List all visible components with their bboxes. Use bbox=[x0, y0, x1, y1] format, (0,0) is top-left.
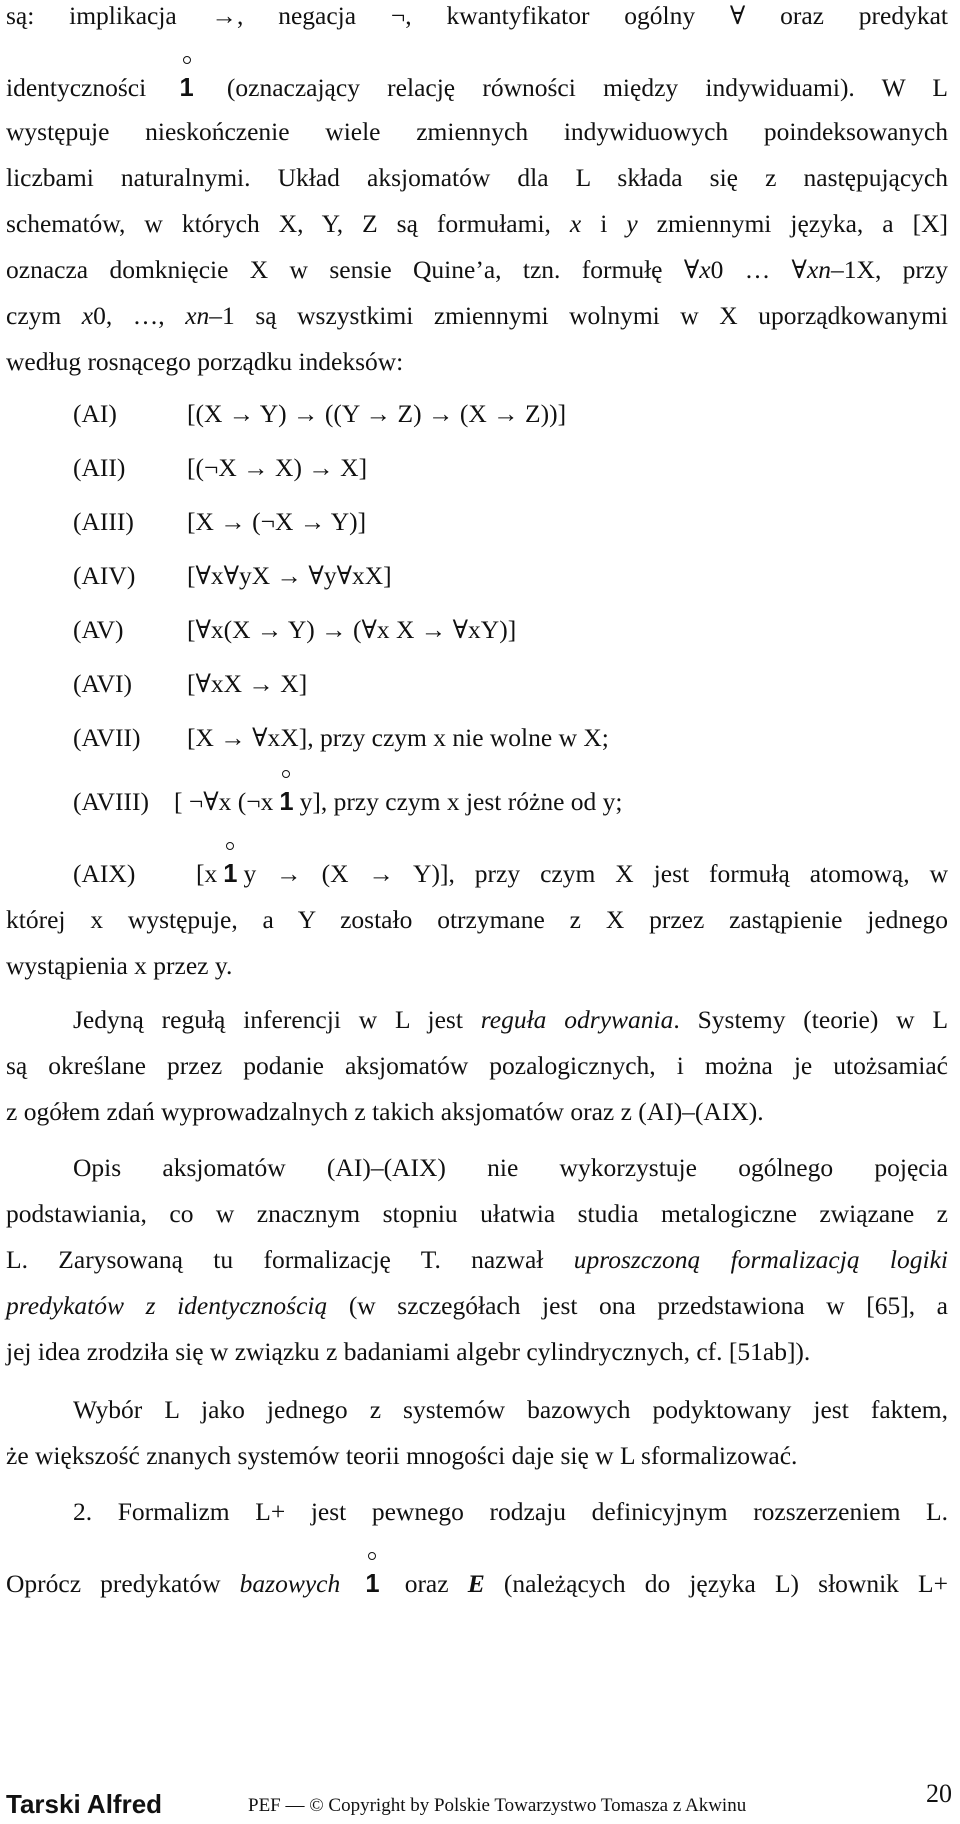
text-span: 0, …, bbox=[93, 301, 165, 330]
text-line bbox=[6, 346, 403, 378]
emphasis: bazowych bbox=[239, 1569, 341, 1598]
identity-symbol: 1 bbox=[279, 788, 294, 816]
text-line: są określane przez podanie aksjomatów pozalogicznych, i można je utożsamiać bbox=[6, 1051, 948, 1080]
footer-copyright: PEF — © Copyright by Polskie Towarzystwo Tomasza z Akwinu bbox=[248, 1795, 747, 1816]
emphasis: reguła odrywania bbox=[480, 1005, 674, 1034]
identity-symbol: 1 bbox=[179, 74, 194, 102]
text-line: 2. Formalizm L+ jest pewnego rodzaju definicyjnym rozszerzeniem L. bbox=[73, 1497, 948, 1526]
text-line bbox=[6, 208, 948, 240]
page-number: 20 bbox=[926, 1779, 952, 1808]
axiom-label: (AV) bbox=[73, 615, 124, 644]
text-line bbox=[6, 116, 948, 148]
text-line: jej idea zrodziła się w związku z badaniami algebr cylindrycznych, cf. [51ab]). bbox=[6, 1337, 811, 1366]
emphasis: uproszczoną formalizacją logiki bbox=[573, 1245, 948, 1274]
text-line: wystąpienia x przez y. bbox=[6, 951, 233, 980]
formula-part: [ ¬∀x (¬x bbox=[174, 787, 274, 816]
text-line bbox=[6, 1568, 948, 1600]
text-line bbox=[6, 254, 948, 286]
axiom-formula: [X → ∀xX], przy czym x nie wolne w X; bbox=[187, 723, 609, 752]
axiom-label: (AIII) bbox=[73, 507, 134, 536]
variable-y: y bbox=[626, 209, 638, 238]
axiom-formula: [∀x∀yX → ∀y∀xX] bbox=[187, 561, 392, 590]
formula-part: y → (X → Y)], przy czym X jest formułą atomową, w bbox=[243, 859, 948, 888]
variable-xn: xn bbox=[806, 255, 832, 284]
text-line bbox=[6, 162, 948, 194]
axiom-label: (AI) bbox=[73, 399, 117, 428]
text-span: czym bbox=[6, 301, 62, 330]
axiom-formula bbox=[196, 858, 948, 890]
text-span: L. Zarysowaną tu formalizację T. nazwał bbox=[6, 1245, 544, 1274]
axiom-label: (AVII) bbox=[73, 723, 141, 752]
text-span: oraz bbox=[404, 1569, 449, 1598]
variable-xn: xn bbox=[185, 301, 210, 330]
text-line: której x występuje, a Y zostało otrzymane z X przez zastąpienie jednego bbox=[6, 905, 948, 934]
variable-x: x bbox=[699, 255, 711, 284]
axiom-formula: [(X → Y) → ((Y → Z) → (X → Z))] bbox=[187, 399, 567, 428]
text-span: i bbox=[600, 209, 608, 238]
variable-x: x bbox=[569, 209, 582, 238]
axiom-formula: [X → (¬X → Y)] bbox=[187, 507, 367, 536]
text-span: . Systemy (teorie) w L bbox=[673, 1005, 949, 1034]
text-span: –1X, przy bbox=[831, 255, 948, 284]
text-span: liczbami naturalnymi. Układ aksjomatów dla L składa się z następujących bbox=[6, 163, 948, 192]
text-span: zmiennymi języka, a [X] bbox=[656, 209, 949, 238]
axiom-label: (AVIII) bbox=[73, 787, 150, 816]
text-span: (należących do języka L) słownik L+ bbox=[503, 1569, 949, 1598]
text-line: Opis aksjomatów (AI)–(AIX) nie wykorzystuje ogólnego pojęcia bbox=[73, 1153, 948, 1182]
text-line: podstawiania, co w znacznym stopniu ułatwia studia metalogiczne związane z bbox=[6, 1199, 948, 1228]
text-span: Oprócz predykatów bbox=[6, 1569, 221, 1598]
text-span: 0 … ∀ bbox=[710, 255, 807, 284]
axiom-label: (AVI) bbox=[73, 669, 133, 698]
axiom-label: (AIX) bbox=[73, 859, 136, 888]
axiom-formula bbox=[174, 786, 622, 818]
text-line: Wybór L jako jednego z systemów bazowych podyktowany jest faktem, bbox=[73, 1395, 948, 1424]
text-span: (oznaczający relację równości między indywiduami). W L bbox=[226, 73, 949, 102]
footer-author: Tarski Alfred bbox=[6, 1789, 163, 1819]
text-span: Jedyną regułą inferencji w L jest bbox=[73, 1005, 463, 1034]
formula-part: y], przy czym x jest różne od y; bbox=[299, 787, 623, 816]
text-span: występuje nieskończenie wiele zmiennych indywiduowych poindeksowanych bbox=[6, 117, 948, 146]
text-line bbox=[73, 1004, 948, 1036]
emphasis: predykatów z identycznością bbox=[6, 1291, 328, 1320]
formula-part: [x bbox=[196, 859, 218, 888]
axiom-label: (AII) bbox=[73, 453, 126, 482]
text-line bbox=[6, 300, 948, 332]
text-span: schematów, w których X, Y, Z są formułami, bbox=[6, 209, 551, 238]
text-span: –1 są wszystkimi zmiennymi wolnymi w X uporządkowanymi bbox=[209, 301, 949, 330]
text-line: z ogółem zdań wyprowadzalnych z takich aksjomatów oraz z (AI)–(AIX). bbox=[6, 1097, 764, 1126]
variable-x: x bbox=[81, 301, 94, 330]
text-line bbox=[6, 72, 948, 104]
text-span: są: implikacja →, negacja ¬, kwantyfikator ogólny ∀ oraz predykat bbox=[6, 1, 948, 30]
text-line: że większość znanych systemów teorii mnogości daje się w L sformalizować. bbox=[6, 1441, 798, 1470]
axiom-formula: [(¬X → X) → X] bbox=[187, 453, 368, 482]
text-span: (w szczegółach jest ona przedstawiona w [65], a bbox=[348, 1291, 949, 1320]
text-line bbox=[6, 1290, 948, 1322]
axiom-formula: [∀x(X → Y) → (∀x X → ∀xY)] bbox=[187, 615, 517, 644]
text-span: według rosnącego porządku indeksów: bbox=[6, 347, 404, 376]
text-line bbox=[6, 1244, 948, 1276]
identity-symbol: 1 bbox=[365, 1570, 380, 1598]
axiom-label: (AIV) bbox=[73, 561, 136, 590]
axiom-formula: [∀xX → X] bbox=[187, 669, 308, 698]
identity-symbol: 1 bbox=[223, 860, 238, 888]
text-span: oznacza domknięcie X w sensie Quine’a, tzn. formułę ∀ bbox=[6, 255, 700, 284]
text-span: identyczności bbox=[6, 73, 147, 102]
text-line bbox=[6, 0, 948, 32]
predicate-e: E bbox=[467, 1569, 485, 1598]
